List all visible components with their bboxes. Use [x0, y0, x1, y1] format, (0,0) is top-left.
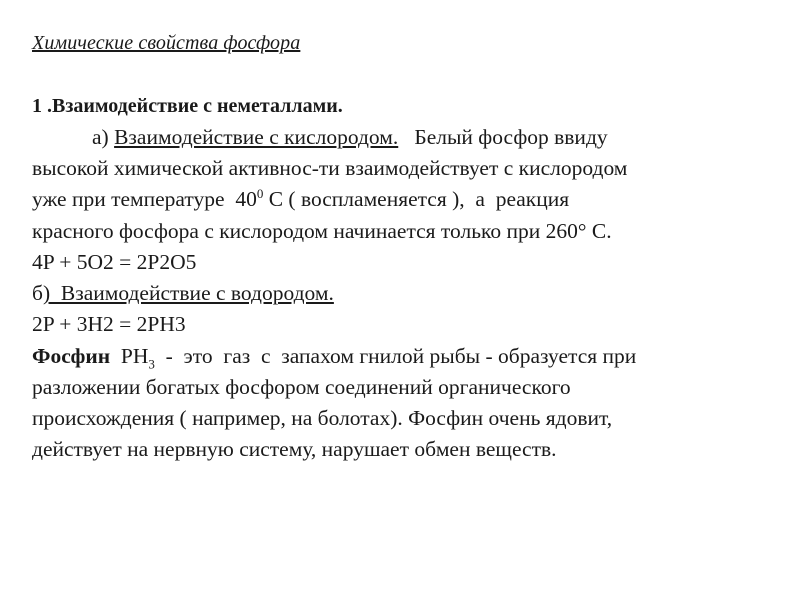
section-heading: 1 .Взаимодействие с неметаллами.	[32, 95, 343, 117]
paragraph-line-3	[32, 186, 569, 212]
item-a-label: а)	[92, 125, 115, 149]
slide-title: Химические свойства фосфора	[32, 32, 301, 54]
equation-oxygen: 4P + 5O2 = 2P2O5	[32, 250, 197, 274]
degree-superscript: 0	[256, 185, 264, 201]
paragraph-line-10: происхождения ( например, на болотах). Фосфин очень ядовит,	[32, 406, 613, 430]
phosphine-subscript: 3	[148, 356, 155, 372]
paragraph-line-phosphine	[32, 343, 637, 372]
oxygen-subheading: Взаимодействие с кислородом.	[114, 125, 399, 149]
item-b-label: б	[32, 281, 43, 305]
paragraph-line-2: высокой химической активнос-ти взаимодействует с кислородом	[32, 156, 628, 180]
item-a-text: Белый фосфор ввиду	[398, 125, 608, 149]
phosphine-text: - это газ с запахом гнилой рыбы - образуется при	[154, 344, 637, 368]
paragraph-line-4: красного фосфора с кислородом начинается только при 260° С.	[32, 219, 612, 243]
equation-hydrogen: 2P + 3H2 = 2PH3	[32, 312, 186, 336]
paragraph-line-9: разложении богатых фосфором соединений органического	[32, 375, 571, 399]
temperature-text: уже при температуре 40	[32, 187, 257, 211]
phosphine-label: Фосфин	[32, 344, 111, 368]
paragraph-line-a	[92, 124, 608, 150]
paragraph-line-11: действует на нервную систему, нарушает обмен веществ.	[32, 437, 557, 461]
ignition-text: С ( воспламеняется ), а реакция	[263, 187, 570, 211]
hydrogen-subheading: ) Взаимодействие с водородом.	[42, 281, 334, 305]
paragraph-line-b	[32, 280, 334, 306]
phosphine-formula: PH	[110, 344, 149, 368]
